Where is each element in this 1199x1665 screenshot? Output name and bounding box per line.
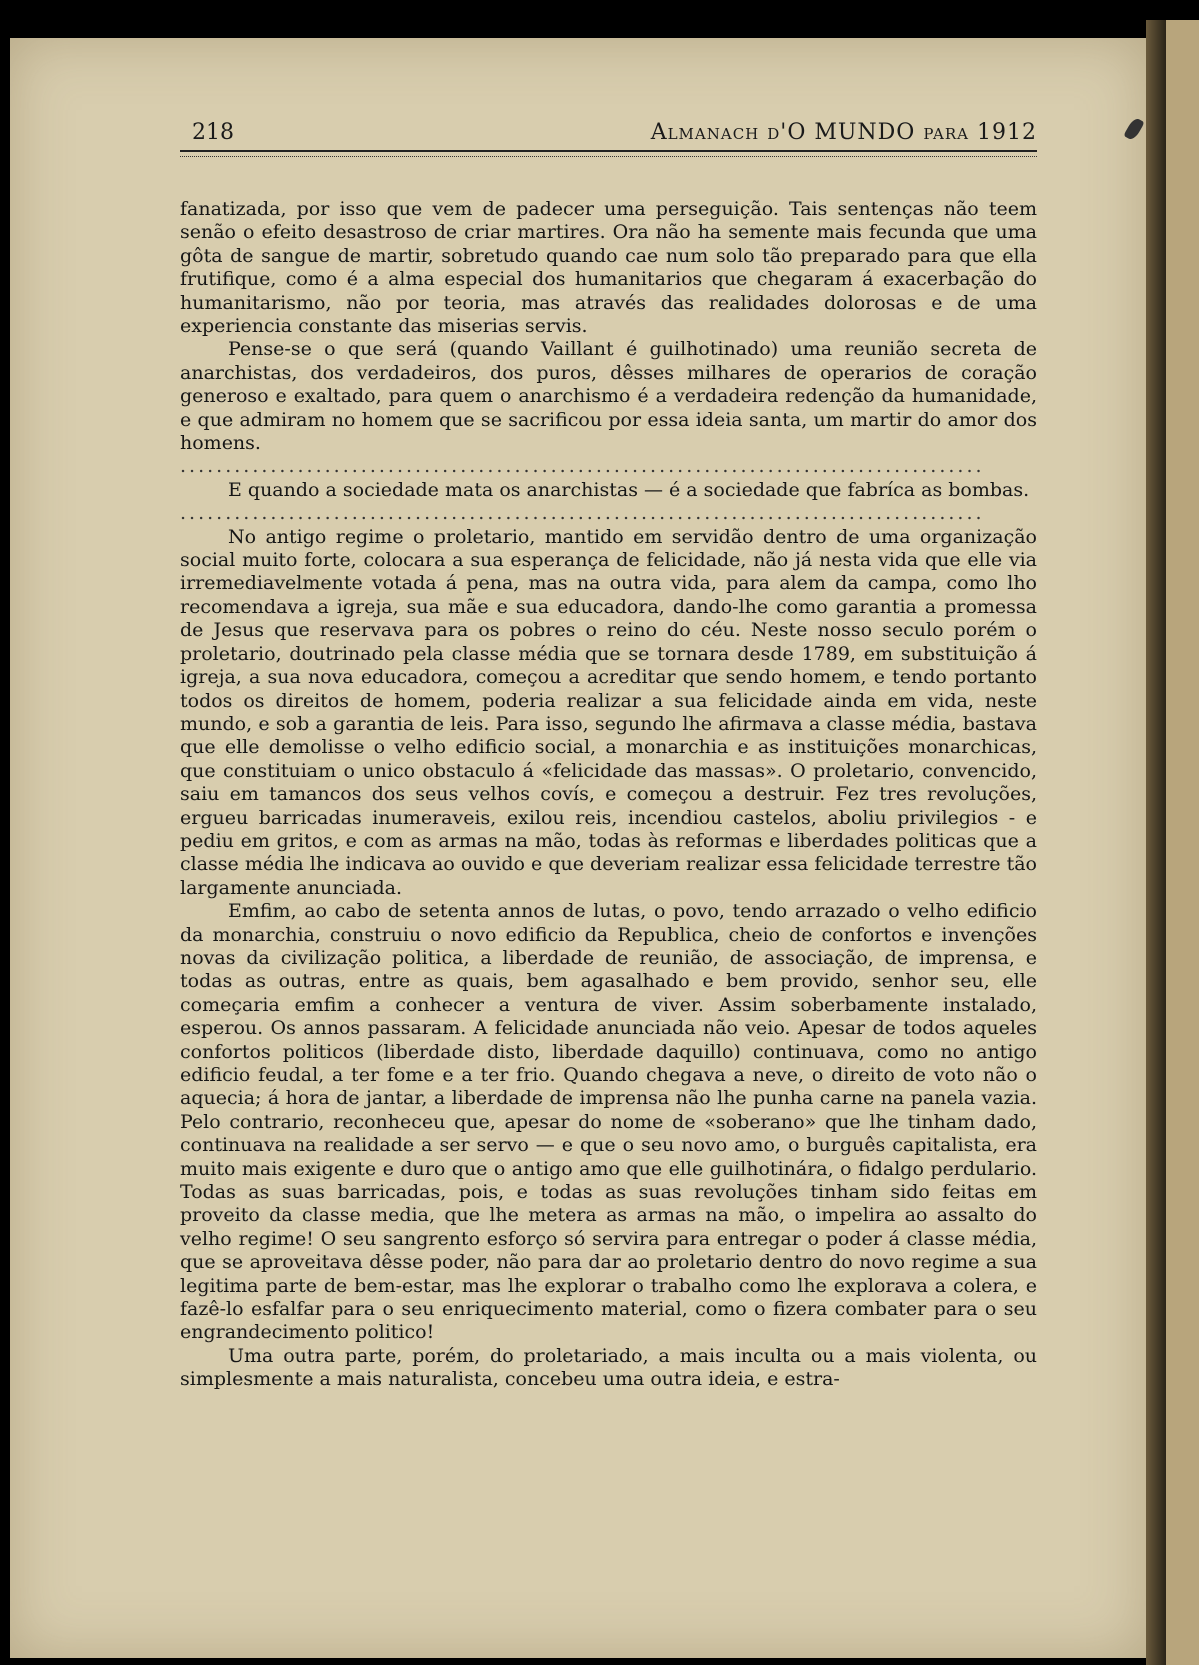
- header-rule: [180, 150, 1037, 157]
- dotted-separator: .........................................................................................: [180, 455, 985, 478]
- running-header: [180, 120, 1037, 146]
- article-body: [180, 198, 1037, 1392]
- running-title: Almanach d'O MUNDO para 1912: [650, 120, 1037, 145]
- paragraph-5: Emfim, ao cabo de setenta annos de lutas, o povo, tendo arrazado o velho edificio da monarchia, construiu o novo edificio da Republica, cheio de confortos e invenções novas da civilização politica, a liberdade de reunião, de associação, de imprensa, e todas as outras, entre as quais, bem agasalhado e bem provido, senhor seu, elle começaria emfim a conhecer a ventura de viver. Assim soberbamente instalado, esperou. Os annos passaram. A felicidade anunciada não veio. Apesar de todos aqueles confortos politicos (liberdade disto, liberdade daquillo) continuava, como no antigo edificio feudal, a ter fome e a ter frio. Quando chegava a neve, o direito de voto não o aquecia; á hora de jantar, a liberdade de imprensa não lhe punha carne na panela vazia. Pelo contrario, reconheceu que, apesar do nome de «soberano» que lhe tinham dado, continuava na realidade a ser servo — e que o seu novo amo, o burguês capitalista, era muito mais exigente e duro que o antigo amo que elle guilhotinára, o fidalgo perdulario. Todas as suas barricadas, pois, e todas as suas revoluções tinham sido feitas em proveito da classe media, que lhe metera as armas na mão, o impelira ao assalto do velho regime! O seu sangrento esforço só servira para entregar o poder á classe média, que se aproveitava dêsse poder, não para dar ao proletario dentro do novo regime a sua legitima parte de bem-estar, mas lhe explorar o trabalho como lhe explorava a colera, e fazê-lo esfalfar para o seu enriquecimento material, como o fizera combater para o seu engrandecimento politico!: [180, 900, 1037, 1344]
- dotted-separator: .........................................................................................: [180, 502, 985, 525]
- paragraph-1: fanatizada, por isso que vem de padecer uma perseguição. Tais sentenças não teem senão o efeito desastroso de criar martires. Ora não ha semente mais fecunda que uma gôta de sangue de martir, sobretudo quando cae num solo tão preparado para que ella frutifique, como é a alma especial dos humanitarios que chegaram á exacerbação do humanitarismo, não por teoria, mas através das realidades dolorosas e de uma experiencia constante das miserias servis.: [180, 198, 1037, 338]
- paragraph-6: Uma outra parte, porém, do proletariado, a mais inculta ou a mais violenta, ou simplesmente a mais naturalista, concebeu uma outra ideia, e estra-: [180, 1344, 1037, 1391]
- page-edge: [1166, 20, 1199, 1665]
- paragraph-2: Pense-se o que será (quando Vaillant é guilhotinado) uma reunião secreta de anarchistas, dos verdadeiros, dos puros, dêsses milhares de operarios de coração generoso e exaltado, para quem o anarchismo é a verdadeira redenção da humanidade, e que admiram no homem que se sacrificou por essa ideia santa, um martir do amor dos homens.: [180, 338, 1037, 455]
- page-number: 218: [192, 120, 234, 145]
- paragraph-4: No antigo regime o proletario, mantido em servidão dentro de uma organização social muito forte, colocara a sua esperança de felicidade, não já nesta vida que elle via irremediavelmente votada á pena, mas na outra vida, para alem da campa, como lho recomendava a igreja, sua mãe e sua educadora, dando-lhe como garantia a promessa de Jesus que reservava para os pobres o reino do céu. Neste nosso seculo porém o proletario, doutrinado pela classe média que se tornara desde 1789, em substituição á igreja, a sua nova educadora, começou a acreditar que sendo homem, e tendo portanto todos os direitos de homem, poderia realizar a sua felicidade ainda em vida, neste mundo, e sob a garantia de leis. Para isso, segundo lhe afirmava a classe média, bastava que elle demolisse o velho edificio social, a monarchia e as instituições monarchicas, que constituiam o unico obstaculo á «felicidade das massas». O proletario, convencido, saiu em tamancos dos seus velhos covís, e começou a destruir. Fez tres revoluções, ergueu barricadas inumeraveis, exilou reis, incendiou castelos, aboliu privilegios - e pediu em gritos, e com as armas na mão, todas às reformas e liberdades politicas que a classe média lhe indicava ao ouvido e que deveriam realizar essa felicidade terrestre tão largamente anunciada.: [180, 525, 1037, 899]
- paragraph-3: E quando a sociedade mata os anarchistas — é a sociedade que fabríca as bombas.: [228, 478, 1030, 501]
- book-spine: [1146, 20, 1166, 1665]
